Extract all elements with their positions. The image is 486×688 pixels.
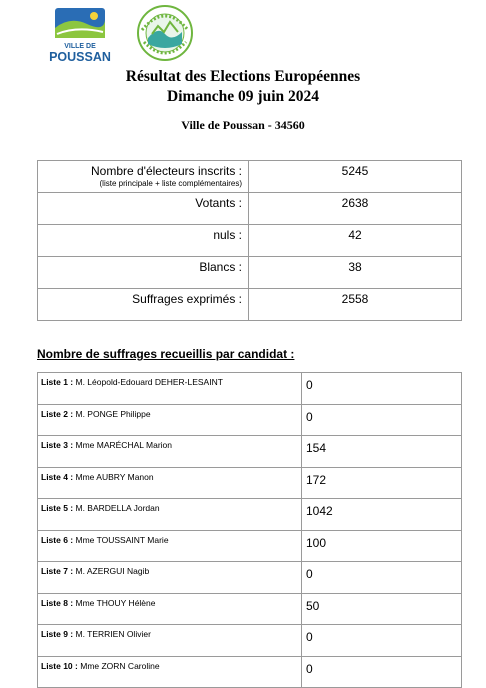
candidate-name: M. AZERGUI Nagib: [75, 566, 150, 576]
candidate-votes: 1042: [302, 499, 462, 531]
list-number: Liste 9 :: [41, 629, 74, 639]
candidate-name: M. Léopold-Edouard DEHER-LESAINT: [75, 377, 223, 387]
candidate-votes: 172: [302, 467, 462, 499]
logo-ville-line2: POUSSAN: [49, 50, 111, 64]
table-row: [38, 436, 462, 468]
list-number: Liste 5 :: [41, 503, 74, 513]
table-row: [38, 467, 462, 499]
table-row: [38, 562, 462, 594]
summary-label: Votants :: [38, 193, 249, 225]
candidate-cell: [38, 499, 302, 531]
table-row: [38, 625, 462, 657]
town-subtitle: Ville de Poussan - 34560: [181, 118, 305, 132]
list-number: Liste 4 :: [41, 471, 74, 482]
summary-value: 42: [249, 225, 462, 257]
election-date: Dimanche 09 juin 2024: [167, 88, 319, 105]
table-row: [38, 499, 462, 531]
candidate-cell: [38, 436, 302, 468]
section-title: Nombre de suffrages recueillis par candidat :: [37, 347, 295, 361]
summary-row-blancs: [38, 257, 462, 289]
candidate-votes: 154: [302, 436, 462, 468]
candidates-table: [37, 372, 462, 688]
candidate-name: M. TERRIEN Olivier: [75, 629, 151, 639]
table-row: [38, 530, 462, 562]
summary-value: 38: [249, 257, 462, 289]
table-row: [38, 656, 462, 688]
candidate-votes: 100: [302, 530, 462, 562]
summary-value: 2638: [249, 193, 462, 225]
summary-row-inscrits: [38, 161, 462, 193]
candidate-votes: 0: [302, 373, 462, 405]
candidate-cell: [38, 373, 302, 405]
candidate-name: M. BARDELLA Jordan: [75, 503, 160, 513]
summary-table: [37, 160, 462, 321]
candidate-cell: [38, 404, 302, 436]
list-number: Liste 7 :: [41, 566, 74, 576]
candidate-name: Mme TOUSSAINT Marie: [75, 534, 169, 545]
summary-label-text: Nombre d'électeurs inscrits :: [90, 164, 242, 178]
candidate-votes: 0: [302, 404, 462, 436]
candidate-cell: [38, 467, 302, 499]
candidate-votes: 0: [302, 625, 462, 657]
list-number: Liste 6 :: [41, 534, 74, 545]
candidate-votes: 0: [302, 656, 462, 688]
summary-row-votants: [38, 193, 462, 225]
candidate-cell: [38, 562, 302, 594]
summary-label: [38, 161, 249, 193]
candidate-name: Mme ZORN Caroline: [80, 660, 160, 671]
list-number: Liste 8 :: [41, 597, 74, 608]
table-row: [38, 593, 462, 625]
list-number: Liste 1 :: [41, 377, 74, 387]
candidate-name: Mme MARÉCHAL Marion: [75, 440, 173, 450]
candidate-cell: [38, 593, 302, 625]
candidate-name: M. PONGE Philippe: [75, 408, 151, 419]
candidate-cell: [38, 656, 302, 688]
summary-sublabel: (liste principale + liste complémentaires): [99, 179, 242, 188]
candidate-cell: [38, 625, 302, 657]
table-row: [38, 373, 462, 405]
candidate-votes: 50: [302, 593, 462, 625]
summary-value: 2558: [249, 289, 462, 321]
candidate-cell: [38, 530, 302, 562]
summary-label: Blancs :: [38, 257, 249, 289]
list-number: Liste 3 :: [41, 440, 74, 450]
list-number: Liste 2 :: [41, 408, 74, 419]
candidate-votes: 0: [302, 562, 462, 594]
candidate-name: Mme AUBRY Manon: [75, 471, 154, 482]
table-row: [38, 404, 462, 436]
list-number: Liste 10 :: [41, 660, 78, 671]
candidate-name: Mme THOUY Hélène: [75, 597, 156, 608]
territoire-engage-logo: [136, 4, 194, 62]
summary-label: Suffrages exprimés :: [38, 289, 249, 321]
logo-ville-line1: VILLE DE: [64, 43, 96, 50]
summary-row-nuls: [38, 225, 462, 257]
summary-row-exprimes: [38, 289, 462, 321]
page-title: Résultat des Elections Européennes: [125, 68, 361, 85]
poussan-logo: [37, 6, 123, 64]
summary-label: nuls :: [38, 225, 249, 257]
summary-value: 5245: [249, 161, 462, 193]
